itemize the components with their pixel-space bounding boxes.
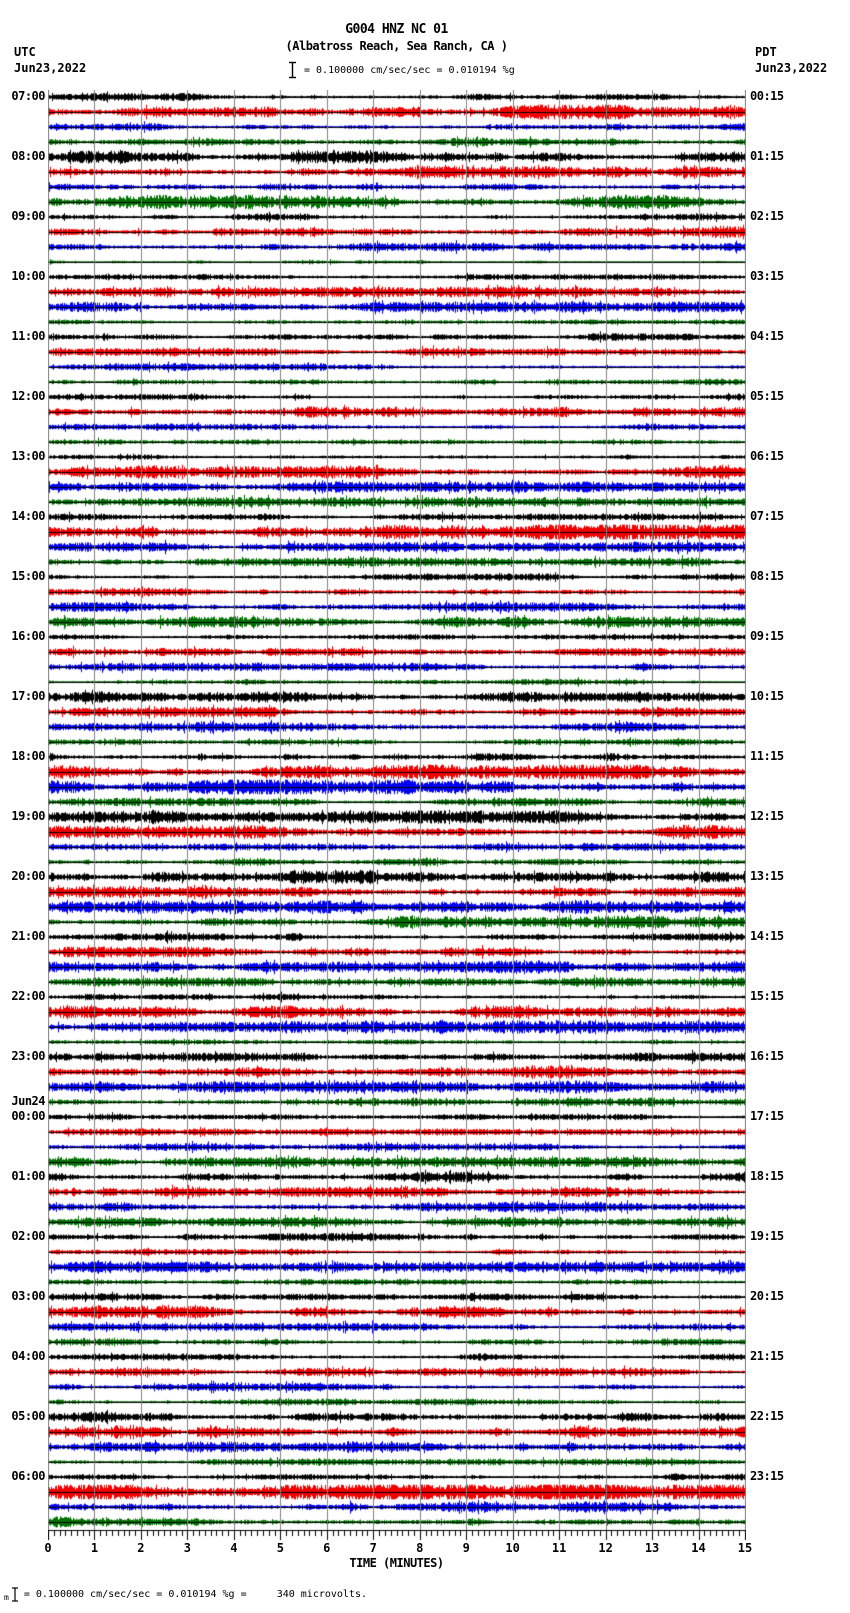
local-hour-label: 11:15 [750, 749, 784, 763]
utc-hour-label: 10:00 [11, 269, 45, 283]
local-hour-label: 19:15 [750, 1229, 784, 1243]
utc-hour-label: 01:00 [11, 1169, 45, 1183]
pdt-timezone-label: PDT [755, 45, 777, 59]
local-hour-label: 02:15 [750, 209, 784, 223]
utc-hour-label: 06:00 [11, 1469, 45, 1483]
utc-hour-label: 04:00 [11, 1349, 45, 1363]
utc-hour-label: 12:00 [11, 389, 45, 403]
x-axis-tick-label: 0 [44, 1541, 52, 1555]
utc-hour-label: 21:00 [11, 929, 45, 943]
utc-hour-label: 05:00 [11, 1409, 45, 1423]
x-axis-tick-label: 15 [737, 1541, 753, 1555]
utc-hour-label: 08:00 [11, 149, 45, 163]
local-hour-label: 09:15 [750, 629, 784, 643]
x-axis-tick-label: 4 [230, 1541, 238, 1555]
local-hour-label: 23:15 [750, 1469, 784, 1483]
x-axis-tick-label: 5 [276, 1541, 284, 1555]
helicorder-traces [48, 90, 746, 1542]
utc-timezone-label: UTC [14, 45, 36, 59]
utc-hour-label: 15:00 [11, 569, 45, 583]
station-location: (Albatross Reach, Sea Ranch, CA ) [285, 39, 508, 53]
local-hour-label: 07:15 [750, 509, 784, 523]
footer-note: = 0.100000 cm/sec/sec = 0.010194 %g = 340 microvolts. [23, 1588, 367, 1600]
local-hour-label: 00:15 [750, 89, 784, 103]
x-axis-tick-label: 2 [137, 1541, 145, 1555]
utc-hour-label: 09:00 [11, 209, 45, 223]
local-hour-label: 05:15 [750, 389, 784, 403]
local-hour-label: 22:15 [750, 1409, 784, 1423]
x-axis-title: TIME (MINUTES) [349, 1556, 444, 1570]
footer-prefix: m [4, 1593, 9, 1602]
pdt-date-label: Jun23,2022 [755, 61, 828, 75]
local-hour-label: 17:15 [750, 1109, 784, 1123]
amplitude-scale-line [288, 61, 515, 79]
utc-header [14, 44, 86, 76]
utc-hour-label: 00:00 [11, 1109, 45, 1123]
x-axis-tick-label: 9 [462, 1541, 470, 1555]
scale-note: = 0.100000 cm/sec/sec = 0.010194 %g [304, 64, 515, 76]
local-hour-label: 16:15 [750, 1049, 784, 1063]
utc-hour-label: 19:00 [11, 809, 45, 823]
utc-hour-label: 03:00 [11, 1289, 45, 1303]
utc-hour-label: 11:00 [11, 329, 45, 343]
x-axis-tick-label: 14 [691, 1541, 706, 1555]
local-hour-label: 18:15 [750, 1169, 784, 1183]
utc-hour-label: 23:00 [11, 1049, 45, 1063]
x-axis-tick-label: 8 [416, 1541, 424, 1555]
utc-hour-label: 22:00 [11, 989, 45, 1003]
local-hour-label: 10:15 [750, 689, 784, 703]
x-axis-tick-label: 3 [183, 1541, 191, 1555]
utc-hour-label: 20:00 [11, 869, 45, 883]
local-hour-label: 15:15 [750, 989, 784, 1003]
date-rollover-label: Jun24 [11, 1094, 45, 1108]
scale-bar-icon [11, 1587, 19, 1602]
scale-bar-icon [288, 61, 297, 79]
utc-hour-label: 14:00 [11, 509, 45, 523]
utc-hour-label: 17:00 [11, 689, 45, 703]
footer-scale-note [4, 1585, 367, 1603]
page-title: G004 HNZ NC 01 [345, 22, 448, 37]
x-axis-tick-label: 12 [598, 1541, 613, 1555]
x-axis-tick-label: 1 [90, 1541, 99, 1555]
utc-hour-label: 16:00 [11, 629, 45, 643]
utc-hour-label: 18:00 [11, 749, 45, 763]
local-hour-label: 01:15 [750, 149, 784, 163]
utc-date-label: Jun23,2022 [14, 61, 87, 75]
local-hour-label: 20:15 [750, 1289, 784, 1303]
local-hour-label: 12:15 [750, 809, 784, 823]
utc-hour-label: 07:00 [11, 89, 45, 103]
x-axis-tick-label: 10 [505, 1541, 520, 1555]
local-hour-label: 03:15 [750, 269, 784, 283]
x-axis-tick-label: 6 [323, 1541, 331, 1555]
x-axis-tick-label: 7 [369, 1541, 377, 1555]
x-axis-tick-label: 11 [551, 1541, 567, 1555]
local-hour-label: 21:15 [750, 1349, 784, 1363]
local-hour-label: 13:15 [750, 869, 784, 883]
pdt-header [755, 44, 827, 76]
local-hour-label: 06:15 [750, 449, 784, 463]
utc-hour-label: 13:00 [11, 449, 45, 463]
x-axis-tick-label: 13 [644, 1541, 660, 1555]
utc-hour-label: 02:00 [11, 1229, 45, 1243]
local-hour-label: 04:15 [750, 329, 784, 343]
local-hour-label: 08:15 [750, 569, 784, 583]
local-hour-label: 14:15 [750, 929, 784, 943]
